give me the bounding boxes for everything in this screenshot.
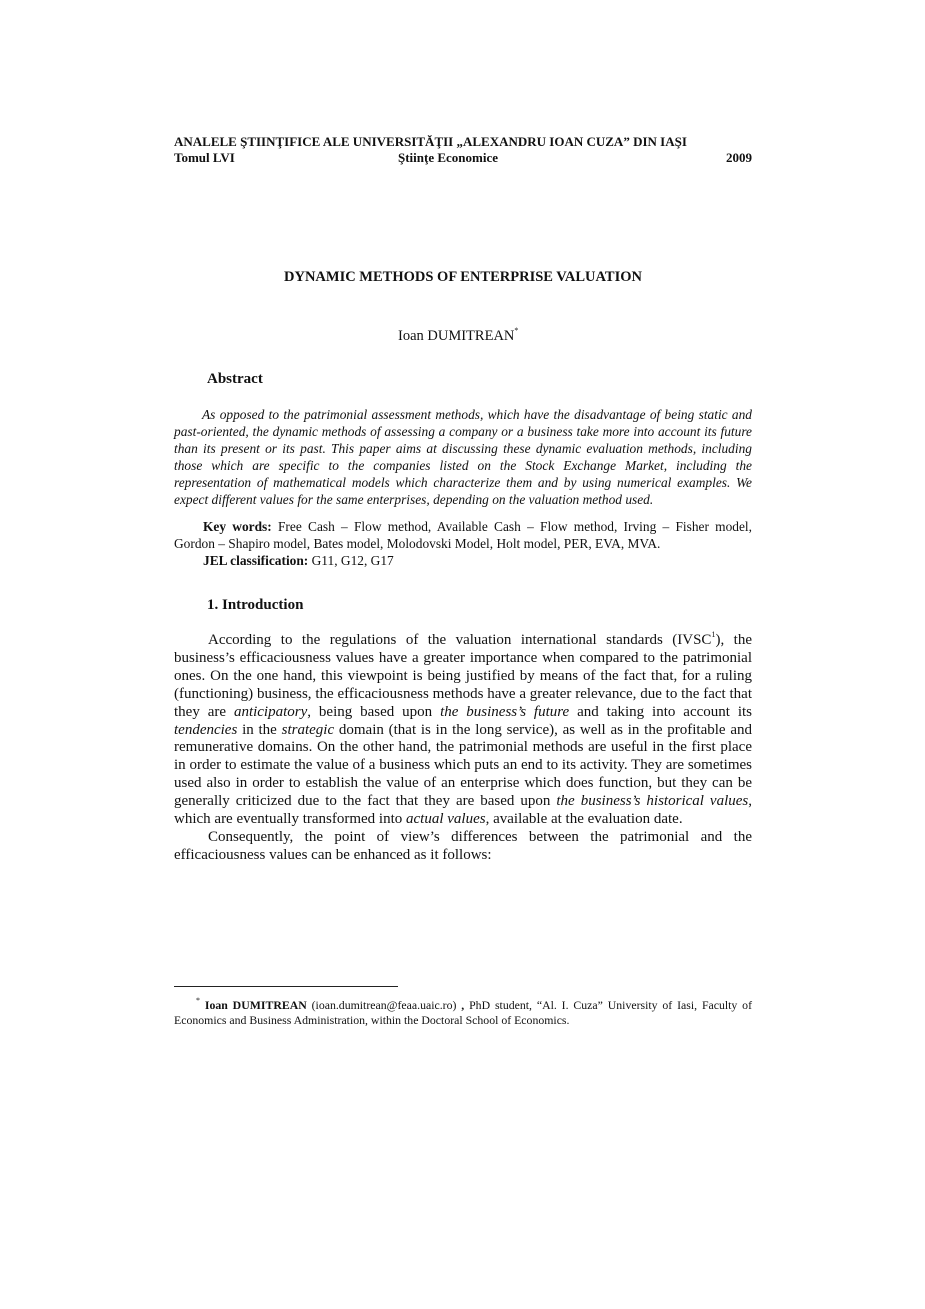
journal-volume: Tomul LVI [174,150,235,165]
journal-year: 2009 [726,150,752,165]
keywords-line [174,518,752,552]
journal-series-title: ANALELE ŞTIINŢIFICE ALE UNIVERSITĂŢII „ALEXANDRU IOAN CUZA” DIN IAŞI [174,134,687,149]
text-run: in the [237,721,282,738]
footnote [174,998,752,1028]
emphasis: strategic [281,721,335,738]
introduction-body [174,632,752,865]
text-run: , being based upon [307,703,441,720]
emphasis: anticipatory [233,703,308,720]
footnote-author-name: Ioan DUMITREAN [204,998,307,1012]
jel-line [174,552,752,569]
footnote-mark: * [196,996,200,1005]
emphasis: actual values [406,811,486,828]
author-footnote-mark[interactable]: * [514,326,519,335]
abstract-heading: Abstract [207,371,263,387]
text-run: , which are eventually transformed into [174,793,752,828]
emphasis: the business’s historical values [556,793,749,810]
footnote-ref-1[interactable]: 1 [711,630,716,639]
text-run: , available at the evaluation date. [485,811,683,828]
text-run: and taking into account its [569,703,752,720]
emphasis: the business’s future [440,703,570,720]
author-line [398,322,518,345]
paper-title: DYNAMIC METHODS OF ENTERPRISE VALUATION [284,269,642,285]
journal-section: Ştiinţe Economice [398,150,499,165]
journal-meta-line [174,150,752,166]
emphasis: tendencies [174,721,238,738]
text-run: ), the business’s efficaciousness values have a greater importance when compared to the patrimonial ones. On the one hand, this viewpoint is being justified by means of the fact that, for a ruling (functioning) business, the efficaciousness methods have a greater relevance, due to the fact that they are [174,632,752,720]
introduction-paragraph-1 [174,632,752,829]
jel-codes: G11, G12, G17 [311,553,394,568]
footnote-email[interactable]: (ioan.dumitrean@feaa.uaic.ro) [306,998,462,1012]
footnote-comma: , [461,998,465,1012]
jel-label: JEL classification: [203,553,309,568]
keywords-block [174,518,752,569]
author-name: Ioan DUMITREAN [398,328,515,344]
section-heading-introduction: 1. Introduction [207,597,304,613]
introduction-paragraph-2: Consequently, the point of view’s differences between the patrimonial and the efficaciousness values can be enhanced as it follows: [174,828,752,863]
journal-header [174,134,752,166]
footnote-affiliation: PhD student, “Al. I. Cuza” University of Iasi, Faculty of Economics and Business Administration, within the Doctoral School of Economics. [174,998,753,1027]
keywords-text: Free Cash – Flow method, Available Cash – Flow method, Irving – Fisher model, Gordon – Shapiro model, Bates model, Molodovski Model, Holt model, PER, EVA, MVA. [174,519,752,551]
footnote-separator [174,986,398,987]
text-run: According to the regulations of the valuation international standards (IVSC [208,632,712,648]
footnote-author [174,998,752,1028]
text-run: domain (that is in the long service), as well as in the profitable and remunerative domains. On the other hand, the patrimonial methods are useful in the first place in order to estimate the value of a business which puts an end to its activity. They are sometimes used also in order to establish the value of an enterprise which does function, but they can be generally criticized due to the fact that they are based upon [174,721,752,810]
abstract-text: As opposed to the patrimonial assessment methods, which have the disadvantage of being static and past-oriented, the dynamic methods of assessing a company or a business take more into account its future than its present or its past. This paper aims at discussing these dynamic evaluation methods, including those which are specific to the companies listed on the Stock Exchange Market, including the representation of mathematical models which characterize them and by using numerical examples. We expect different values for the same enterprises, depending on the valuation method used. [174,407,752,508]
keywords-label: Key words: [203,519,272,534]
